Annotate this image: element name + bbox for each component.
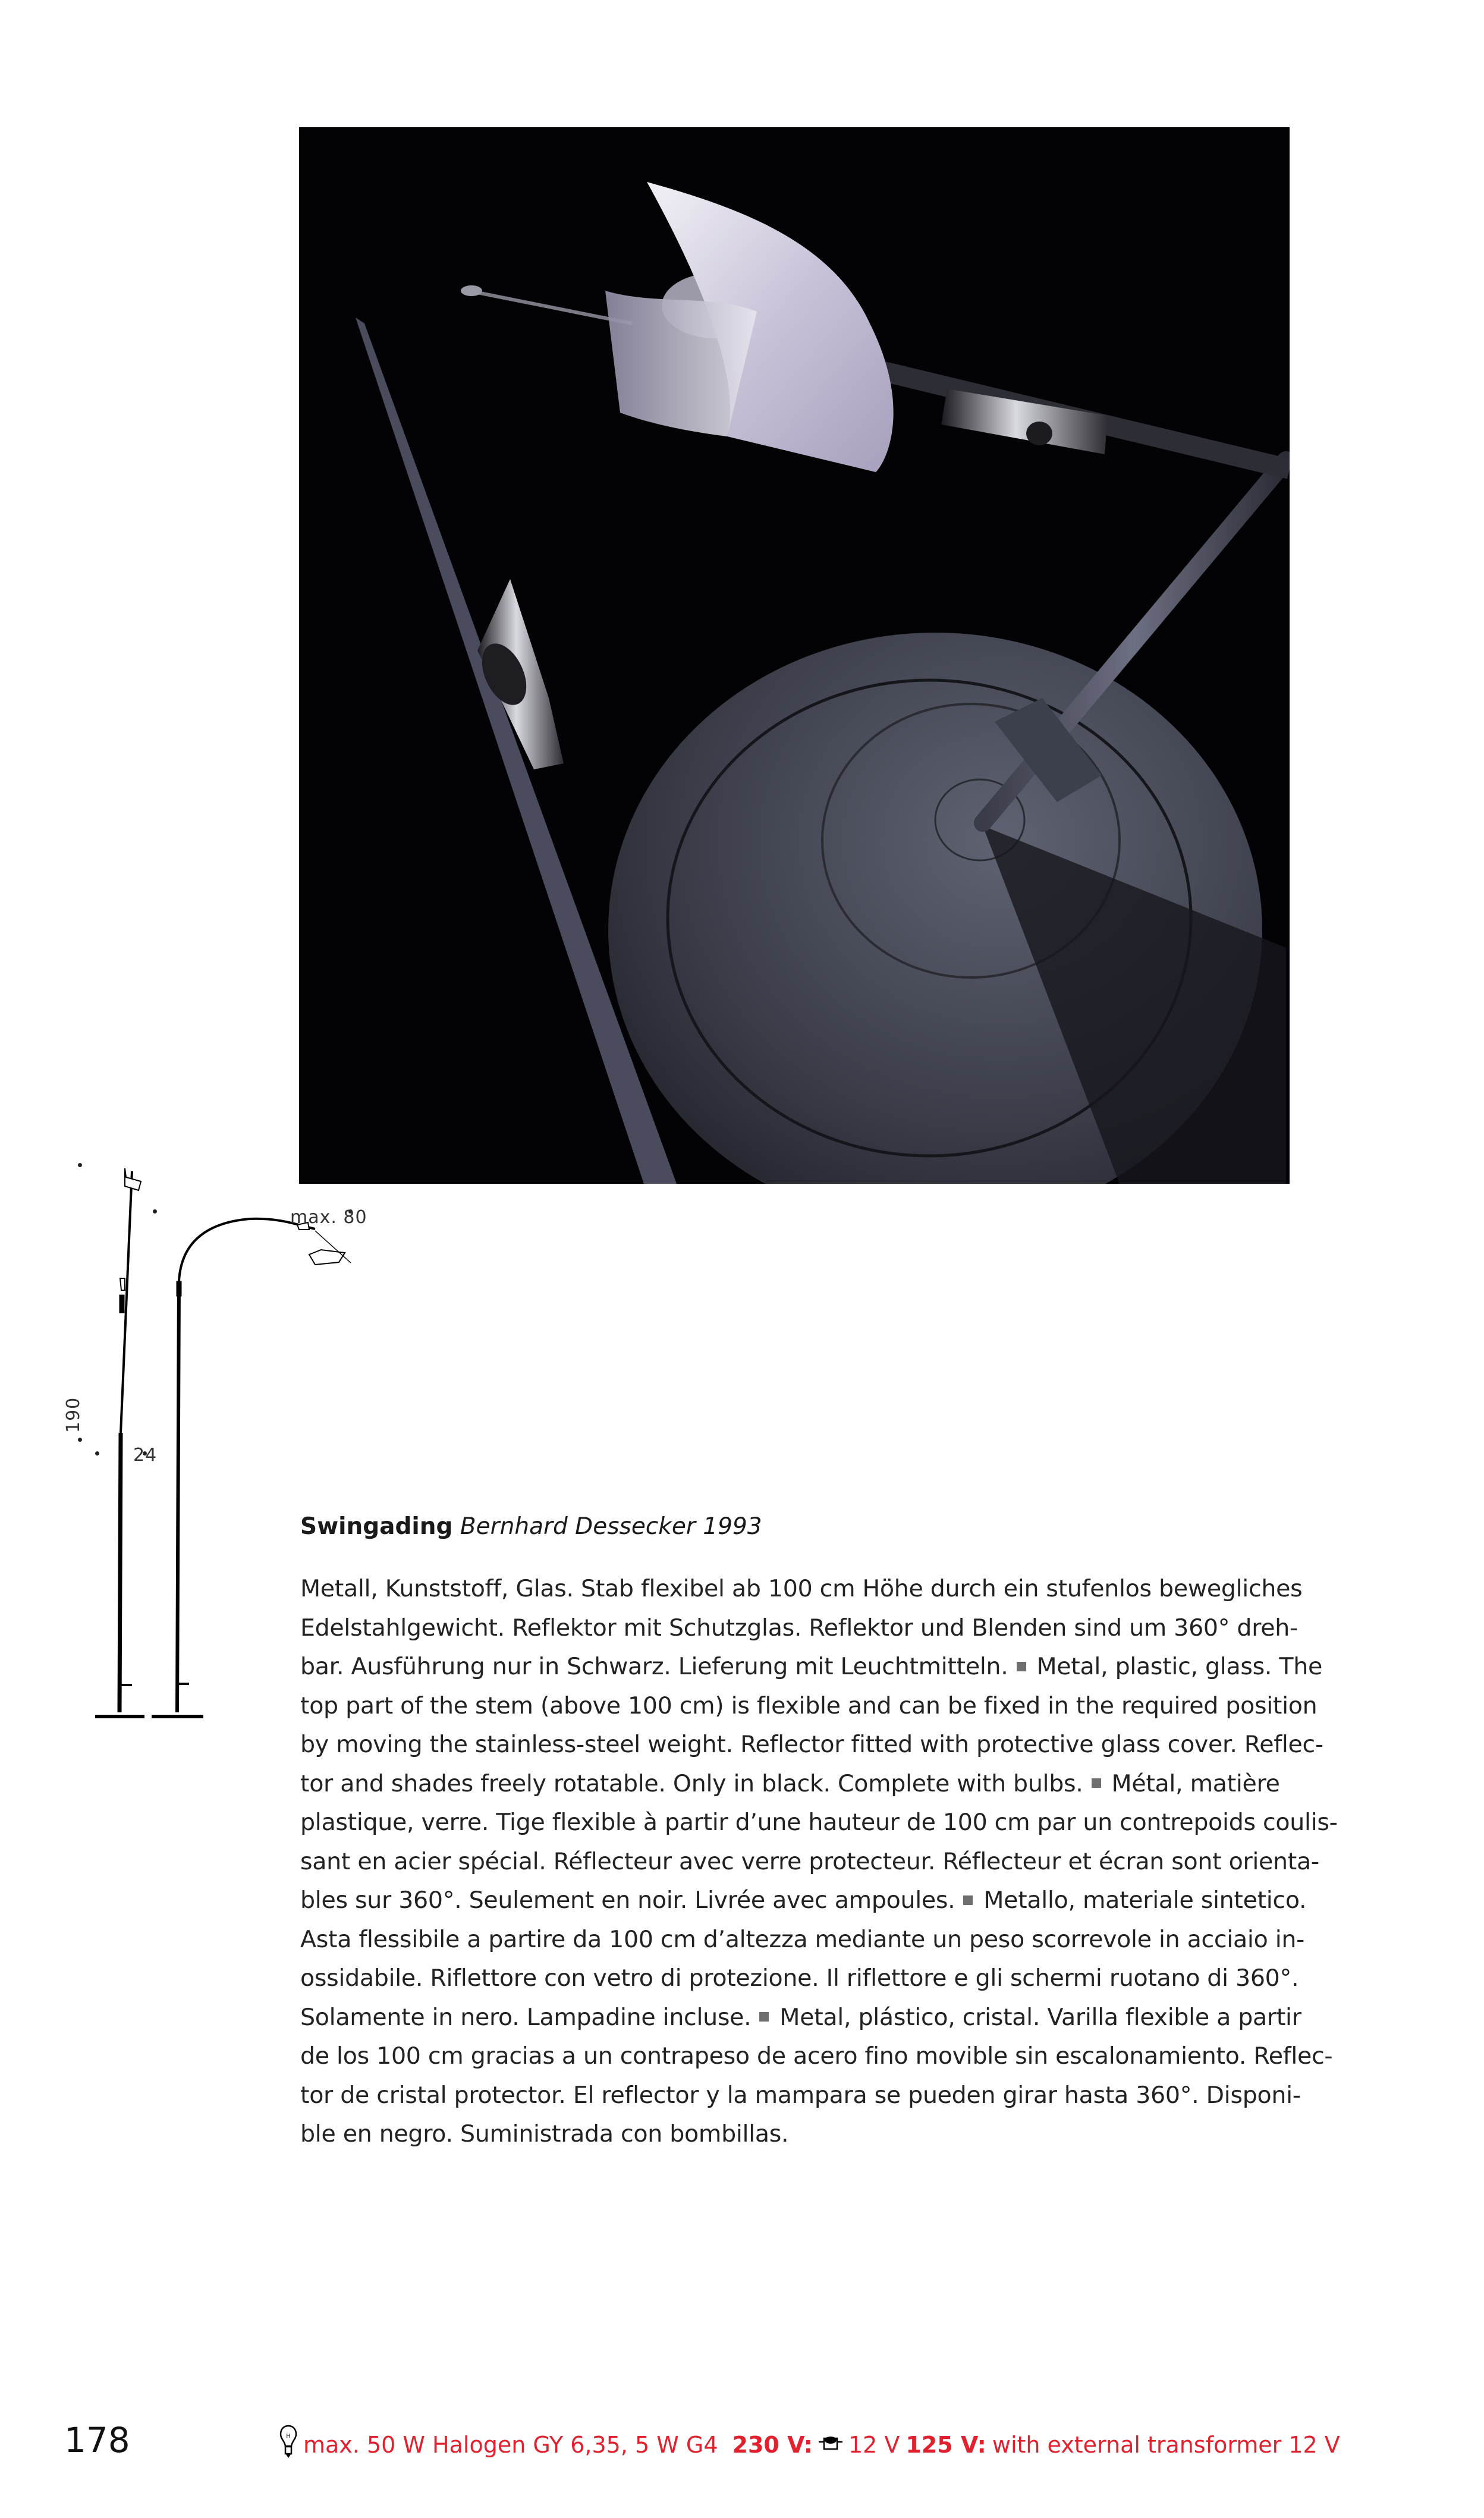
upright-lamp-drawing xyxy=(95,1168,144,1717)
product-photo xyxy=(299,127,1290,1184)
language-separator-icon xyxy=(1092,1778,1101,1788)
base-dimension-label: 24 xyxy=(133,1445,158,1466)
designer-year: Bernhard Dessecker 1993 xyxy=(460,1513,762,1540)
reach-dimension-label: max. 80 xyxy=(290,1207,367,1228)
language-separator-icon xyxy=(1017,1662,1026,1671)
product-name: Swingading xyxy=(300,1513,453,1540)
dimension-marker xyxy=(78,1163,82,1167)
description-line: ossidabile. Riflettore con vetro di protezione. Il riflettore e gli schermi ruotano di 360°. xyxy=(300,1964,1299,1992)
voltage-230-value: 12 V xyxy=(848,2431,900,2458)
voltage-125-value: with external transformer 12 V xyxy=(992,2431,1340,2458)
description-line xyxy=(300,1765,1290,1804)
language-separator-icon xyxy=(759,2012,769,2022)
halogen-bulb-icon xyxy=(279,2425,297,2464)
description-line xyxy=(300,1881,1307,1920)
description-line xyxy=(300,1998,1301,2038)
product-description xyxy=(300,1570,1338,2154)
description-segment: Metal, plástico, cristal. Varilla flexible a partir xyxy=(779,2003,1301,2031)
description-line: sant en acier spécial. Réflecteur avec verre protecteur. Réflecteur et écran sont orienta- xyxy=(300,1847,1319,1875)
description-line: Asta flessibile a partire da 100 cm d’altezza mediante un peso scorrevole in acciaio in- xyxy=(300,1925,1305,1953)
description-segment: Métal, matière xyxy=(1111,1769,1280,1797)
transformer-icon xyxy=(819,2432,842,2458)
height-dimension-label: 190 xyxy=(63,1397,84,1433)
description-line: by moving the stainless-steel weight. Reflector fitted with protective glass cover. Reflec- xyxy=(300,1731,1323,1758)
description-line xyxy=(300,1648,1322,1687)
description-line: tor de cristal protector. El reflector y la mampara se pueden girar hasta 360°. Disponi- xyxy=(300,2081,1301,2109)
description-line: plastique, verre. Tige flexible à partir d’une hauteur de 100 cm par un contrepoids coulis- xyxy=(300,1809,1338,1836)
description-segment: bar. Ausführung nur in Schwarz. Lieferung mit Leuchtmitteln. xyxy=(300,1653,1008,1680)
description-line: Metall, Kunststoff, Glas. Stab flexibel ab 100 cm Höhe durch ein stufenlos bewegliches xyxy=(300,1575,1303,1602)
description-line: top part of the stem (above 100 cm) is flexible and can be fixed in the required position xyxy=(300,1692,1318,1719)
description-segment: Solamente in nero. Lampadine incluse. xyxy=(300,2003,752,2031)
dimension-marker xyxy=(153,1209,157,1214)
description-segment: Metal, plastic, glass. The xyxy=(1036,1653,1322,1680)
voltage-125-label: 125 V: xyxy=(906,2431,986,2458)
description-line: Edelstahlgewicht. Reflektor mit Schutzglas. Reflektor und Blenden sind um 360° dreh- xyxy=(300,1614,1298,1642)
description-segment: Metallo, materiale sintetico. xyxy=(983,1887,1307,1914)
product-heading xyxy=(300,1513,762,1540)
svg-text:H: H xyxy=(286,2433,291,2440)
lamp-photo-illustration xyxy=(299,127,1290,1184)
description-segment: bles sur 360°. Seulement en noir. Livrée avec ampoules. xyxy=(300,1887,955,1914)
description-segment: tor and shades freely rotatable. Only in black. Complete with bulbs. xyxy=(300,1769,1083,1797)
description-line: ble en negro. Suministrada con bombillas. xyxy=(300,2120,789,2148)
dimension-marker xyxy=(78,1438,82,1442)
page-number: 178 xyxy=(64,2420,130,2460)
description-line: de los 100 cm gracias a un contrapeso de acero fino movible sin escalonamiento. Reflec- xyxy=(300,2042,1333,2070)
dimension-marker xyxy=(95,1451,99,1456)
technical-specs-footer xyxy=(279,2425,1340,2464)
language-separator-icon xyxy=(963,1895,973,1905)
bulb-spec: max. 50 W Halogen GY 6,35, 5 W G4 xyxy=(303,2431,718,2458)
lamp-stem-left xyxy=(356,317,677,1184)
voltage-230-label: 230 V: xyxy=(732,2431,813,2458)
